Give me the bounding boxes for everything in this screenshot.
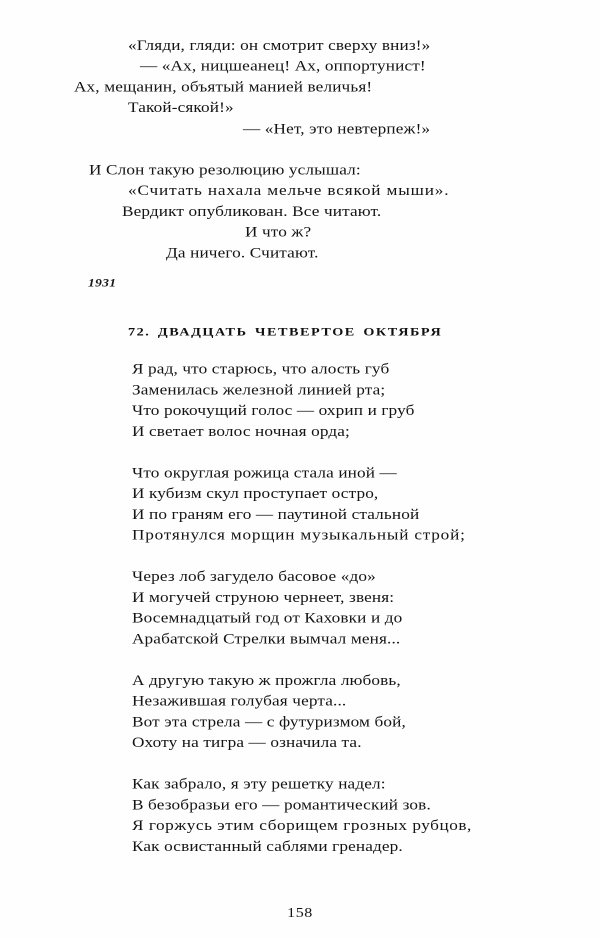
verse-line: Такой-сякой!»	[128, 99, 234, 116]
verse-line: И по граням его — паутиной стальной	[132, 506, 420, 523]
verse-line: А другую такую ж прожгла любовь,	[132, 672, 401, 689]
verse-line: Я горжусь этим сборищем грозных рубцов,	[132, 817, 472, 834]
poem-date: 1931	[88, 276, 117, 289]
verse-line: И что ж?	[245, 224, 312, 240]
verse-line: Протянулся морщин музыкальный строй;	[132, 527, 466, 543]
verse-line: Вот эта стрела — с футуризмом бой,	[132, 713, 406, 730]
verse-line: Что округлая рожица стала иной —	[132, 464, 397, 481]
verse-line: Охоту на тигра — означила та.	[132, 734, 362, 751]
verse-line: В безобразьи его — романтический зов.	[132, 796, 431, 813]
verse-line: И светает волос ночная орда;	[132, 423, 350, 440]
verse-line: Да ничего. Считают.	[166, 244, 319, 261]
verse-line: Я рад, что старюсь, что алость губ	[132, 361, 390, 377]
verse-line: И кубизм скул проступает остро,	[132, 485, 379, 502]
verse-line: «Считать нахала мельче всякой мыши».	[128, 182, 450, 199]
verse-line: Восемнадцатый год от Каховки и до	[132, 610, 403, 626]
verse-line: Арабатской Стрелки вымчал меня...	[132, 630, 401, 647]
verse-line: И могучей струною чернеет, звеня:	[132, 589, 395, 606]
verse-line: — «Ах, ницшеанец! Ах, оппортунист!	[140, 58, 426, 74]
verse-line: Ах, мещанин, объятый манией величья!	[74, 78, 373, 95]
page-number: 158	[287, 906, 313, 921]
verse-line: И Слон такую резолюцию услышал:	[89, 161, 361, 178]
verse-line: Незажившая голубая черта...	[132, 693, 347, 709]
verse-line: Как освистанный саблями гренадер.	[132, 838, 403, 855]
page-title: 72. ДВАДЦАТЬ ЧЕТВЕРТОЕ ОКТЯБРЯ	[128, 325, 443, 339]
verse-line: Как забрало, я эту решетку надел:	[132, 776, 386, 792]
verse-line: Что рокочущий голос — охрип и груб	[132, 402, 415, 419]
verse-line: Через лоб загудело басовое «до»	[132, 568, 376, 585]
verse-line: Вердикт опубликован. Все читают.	[122, 203, 382, 220]
verse-line: — «Нет, это невтерпеж!»	[243, 121, 431, 137]
verse-line: Заменилась железной линией рта;	[132, 381, 386, 398]
verse-line: «Гляди, гляди: он смотрит сверху вниз!»	[128, 37, 431, 54]
